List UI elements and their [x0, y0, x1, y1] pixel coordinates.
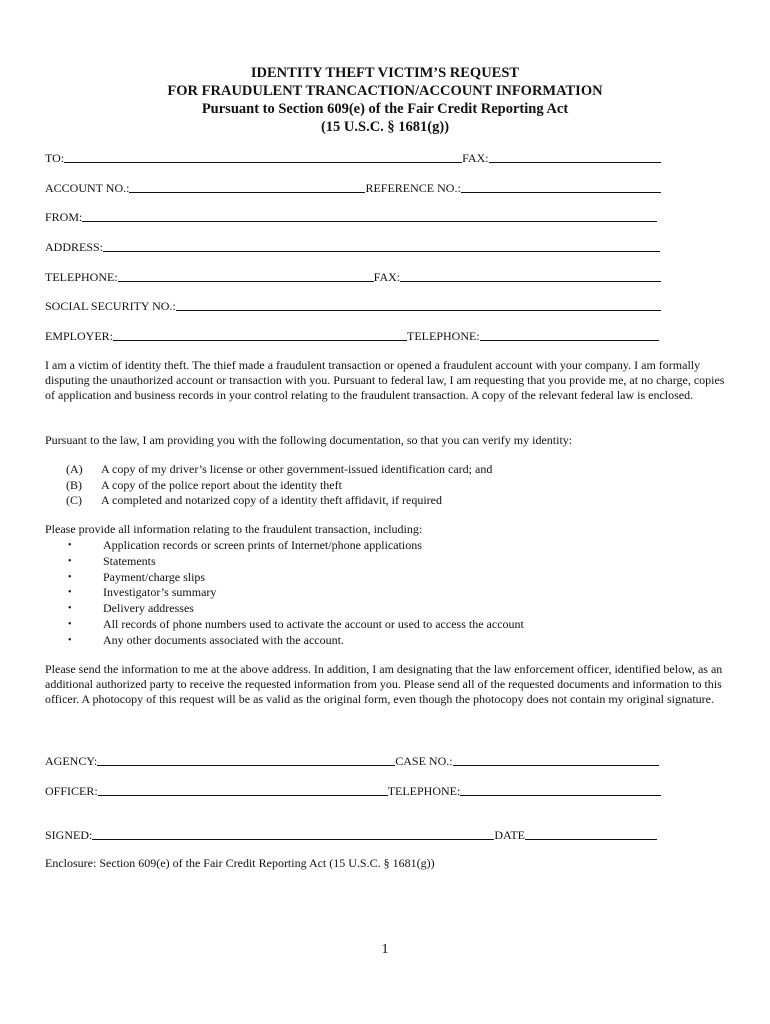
- bullet-icon: •: [68, 587, 72, 599]
- case-no-label: CASE NO.:: [395, 754, 453, 768]
- ssn-row: [45, 297, 661, 313]
- list-item-text: Application records or screen prints of Internet/phone applications: [103, 538, 422, 552]
- request-bullet-list: [66, 538, 706, 649]
- fax-label-2: FAX:: [373, 270, 401, 284]
- paragraph-documentation-intro: Pursuant to the law, I am providing you with the following documentation, so that you can verify my identity:: [45, 433, 573, 447]
- reference-no-label: REFERENCE NO.:: [365, 181, 461, 195]
- ssn-label: SOCIAL SECURITY NO.:: [45, 299, 176, 313]
- list-marker: (B): [66, 477, 82, 492]
- list-item-text: A copy of my driver’s license or other government-issued identification card; and: [101, 462, 493, 476]
- address-field[interactable]: [103, 240, 660, 252]
- list-item: [66, 601, 706, 617]
- list-item-text: All records of phone numbers used to activate the account or used to access the account: [103, 616, 524, 631]
- telephone-label-2: TELEPHONE:: [407, 329, 480, 343]
- fax-field-2[interactable]: [400, 270, 661, 282]
- fax-label: FAX:: [462, 151, 489, 165]
- list-item: [66, 462, 706, 478]
- agency-case-row: [45, 752, 659, 768]
- enclosure-note: Enclosure: Section 609(e) of the Fair Credit Reporting Act (15 U.S.C. § 1681(g)): [45, 856, 435, 870]
- title-line-4: (15 U.S.C. § 1681(g)): [320, 119, 450, 135]
- list-item: [66, 554, 706, 570]
- from-field[interactable]: [82, 210, 657, 222]
- paragraph-designation: Please send the information to me at the above address. In addition, I am designating that the law enforcement officer, identified below, as an additional authorized party to receive the requested information from you. Please send all of the requested documents and information to this officer. A photocopy of this request will be as valid as the original form, even though the photocopy does not contain my original signature.: [45, 662, 723, 707]
- signature-field[interactable]: [92, 828, 494, 840]
- title-line-2: FOR FRAUDULENT TRANCACTION/ACCOUNT INFORMATION: [167, 83, 603, 99]
- fax-field[interactable]: [489, 151, 661, 163]
- to-label: TO:: [45, 151, 65, 165]
- telephone-field[interactable]: [118, 270, 374, 282]
- list-item: [66, 633, 706, 649]
- employer-label: EMPLOYER:: [45, 329, 114, 343]
- bullet-icon: •: [68, 618, 72, 630]
- paragraph-victim-statement: I am a victim of identity theft. The thief made a fraudulent transaction or opened a fraudulent account with your company. I am formally disputing the unauthorized account or transaction with you. Pursuant to federal law, I am requesting that you provide me, at no charge, copies of application and business records in your control relating to the fraudulent transaction. A copy of the relevant federal law is enclosed.: [45, 358, 725, 403]
- list-marker: (C): [66, 493, 82, 507]
- officer-telephone-row: [45, 782, 661, 798]
- account-no-label: ACCOUNT NO.:: [45, 181, 130, 195]
- reference-no-field[interactable]: [461, 181, 661, 193]
- page-number: 1: [381, 942, 389, 957]
- list-item: [66, 478, 706, 494]
- to-field[interactable]: [64, 151, 462, 163]
- to-fax-row: [45, 149, 661, 165]
- from-row: [45, 208, 657, 224]
- officer-label: OFFICER:: [45, 784, 98, 798]
- list-item-text: Payment/charge slips: [103, 569, 206, 584]
- ssn-field[interactable]: [176, 299, 661, 311]
- address-row: [45, 238, 660, 254]
- paragraph-request-intro: Please provide all information relating to the fraudulent transaction, including:: [45, 522, 423, 536]
- employer-field[interactable]: [113, 329, 407, 341]
- list-item-text: Investigator’s summary: [103, 585, 217, 600]
- agency-field[interactable]: [97, 754, 395, 766]
- title-line-3: Pursuant to Section 609(e) of the Fair Credit Reporting Act: [201, 101, 569, 117]
- date-label: DATE: [494, 828, 526, 842]
- bullet-icon: •: [68, 634, 72, 646]
- telephone-label: TELEPHONE:: [45, 270, 118, 284]
- officer-telephone-field[interactable]: [460, 784, 661, 796]
- list-item: [66, 585, 706, 601]
- bullet-icon: •: [68, 540, 72, 551]
- list-item-text: Statements: [103, 553, 156, 568]
- list-item-text: Delivery addresses: [103, 601, 194, 616]
- from-label: FROM:: [45, 210, 83, 224]
- list-item: [66, 570, 706, 586]
- account-no-field[interactable]: [129, 181, 365, 193]
- date-field[interactable]: [525, 828, 657, 840]
- title-line-1: IDENTITY THEFT VICTIM’S REQUEST: [250, 65, 520, 81]
- signed-date-row: [45, 826, 657, 842]
- list-item: [66, 538, 706, 554]
- list-item: [66, 493, 706, 509]
- bullet-icon: •: [68, 603, 72, 615]
- list-item-text: A copy of the police report about the identity theft: [101, 477, 342, 492]
- case-no-field[interactable]: [453, 754, 659, 766]
- agency-label: AGENCY:: [45, 754, 98, 768]
- account-reference-row: [45, 179, 661, 195]
- document-title: [0, 64, 770, 136]
- employer-telephone-row: [45, 327, 659, 343]
- telephone-field-2[interactable]: [480, 329, 659, 341]
- officer-field[interactable]: [98, 784, 388, 796]
- signed-label: SIGNED:: [45, 828, 93, 842]
- documentation-list: [66, 462, 706, 509]
- officer-telephone-label: TELEPHONE:: [387, 784, 461, 798]
- list-item-text: Any other documents associated with the account.: [103, 632, 344, 647]
- telephone-fax-row: [45, 268, 661, 284]
- address-label: ADDRESS:: [45, 240, 104, 254]
- list-item: [66, 617, 706, 633]
- bullet-icon: •: [68, 555, 72, 567]
- list-marker: (A): [66, 462, 83, 476]
- bullet-icon: •: [68, 571, 72, 583]
- list-item-text: A completed and notarized copy of a identity theft affidavit, if required: [101, 493, 442, 507]
